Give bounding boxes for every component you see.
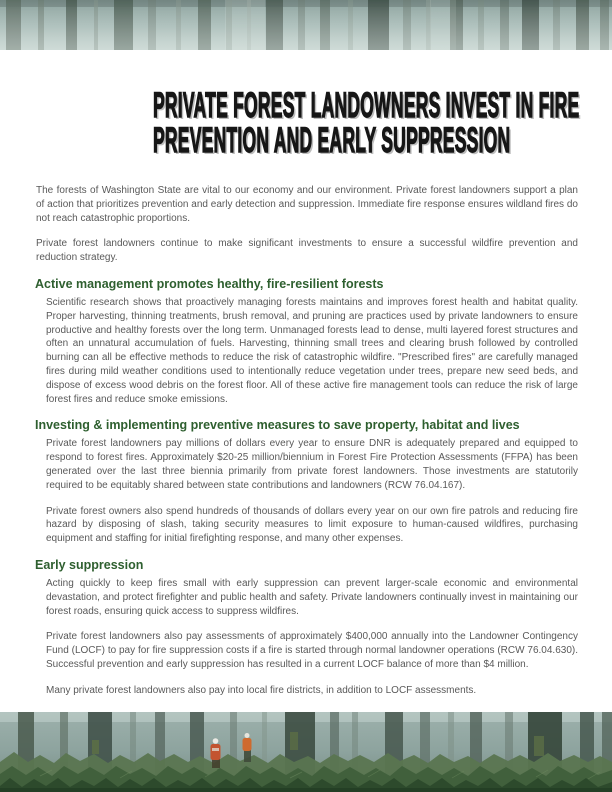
section-active-management-paragraph-1: Scientific research shows that proactively managing forests maintains and improves forest health and habitat quality. Proper harvesting, thinning treatments, brush removal, and pruning are practices used by private landowners to ensure productive and healthy forests over the long term. Unmanaged forests lead to dense, multi layered forest structures and often an unnatural accumulation of fuels. Harvesting, thinning small trees and clearing brush followed by controlled burning can all be effective methods to reduce the risk of catastrophic wildfire. "Prescribed fires" are carefully managed fires during mild weather conditions used to intentionally reduce vegetation under trees, prepare new seed beds, and dispose of excess wood debris on the forest floor. All of these active fire management tools can reduce the risk of large forest fires and reduce smoke emissions. (46, 296, 578, 405)
page-title-line-2: PREVENTION AND EARLY SUPPRESSION (153, 121, 511, 160)
forest-photo-bottom (0, 712, 612, 792)
forest-photo-top (0, 0, 612, 50)
section-heading-early-suppression: Early suppression (35, 557, 144, 572)
document-body (0, 50, 612, 710)
section-investing-paragraph-2: Private forest owners also spend hundreds of thousands of dollars every year on our own fire patrols and reducing fire hazard by disposing of slash, taking security measures to limit exposure to human-caused wildfires, purchasing equipment and staffing for initial firefighting response, and many other expenses. (46, 505, 578, 545)
page-title (0, 88, 612, 158)
section-investing-paragraph-1: Private forest landowners pay millions of dollars every year to ensure DNR is adequately prepared and equipped to respond to forest fires. Approximately $20-25 million/biennium in Forest Fire Protection Assessments (FFPA) has been generated over the last three biennia primarily from private forest landowners. Those investments are statutorily required to be equitably shared between state contributions and landowners (RCW 76.04.167). (46, 438, 578, 491)
intro-paragraph-1: The forests of Washington State are vital to our economy and our environment. Private forest landowners support a plan of action that prioritizes prevention and early detection and suppression. Immediate fire response ensures wildland fires do not reach catastrophic proportions. (36, 185, 578, 224)
section-early-suppression-paragraph-2: Private forest landowners also pay assessments of approximately $400,000 annually into the Landowner Contingency Fund (LOCF) to pay for fire suppression costs if a fire is started through normal landowner operations (RCW 76.04.630). Successful prevention and early suppression has resulted in a current LOCF balance of more than $4 million. (46, 631, 578, 670)
page-title-line-1: PRIVATE FOREST LANDOWNERS INVEST IN FIRE (153, 86, 580, 125)
section-early-suppression-paragraph-1: Acting quickly to keep fires small with early suppression can prevent larger-scale economic and environmental devastation, and protect firefighter and public health and safety. Private landowners continually invest in maintaining our forest roads, ensuring quick access to suppress wildfires. (46, 577, 578, 617)
section-early-suppression-paragraph-3: Many private forest landowners also pay into local fire districts, in addition to LOCF assessments. (46, 684, 477, 696)
section-heading-investing: Investing & implementing preventive measures to save property, habitat and lives (35, 418, 520, 433)
intro-paragraph-2: Private forest landowners continue to make significant investments to ensure a successful wildfire prevention and reduction strategy. (36, 238, 578, 264)
section-heading-active-management: Active management promotes healthy, fire-resilient forests (35, 276, 384, 291)
